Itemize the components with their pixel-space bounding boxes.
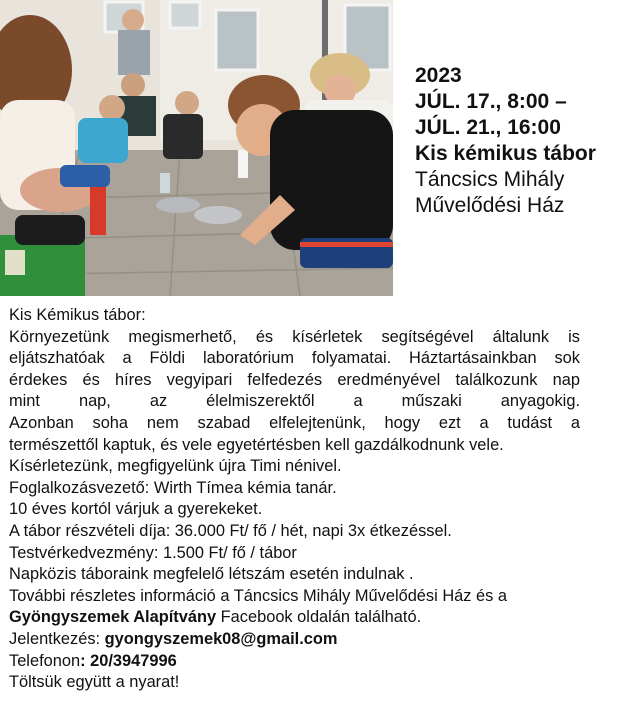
timi-line: Kísérletezünk, megfigyelünk újra Timi nénivel.: [9, 457, 342, 476]
description-title: Kis Kémikus tábor:: [9, 306, 146, 324]
signup-email: gyongyszemek08@gmail.com: [104, 629, 338, 648]
phone-line: [9, 651, 580, 673]
leader-line: Foglalkozásvezető: Wirth Tímea kémia tanár.: [9, 478, 337, 497]
signup-line: [9, 629, 580, 651]
event-date-start: JÚL. 17., 8:00 –: [415, 90, 567, 113]
phone-label: Telefonon: [9, 651, 81, 670]
event-venue-line1: Táncsics Mihály: [415, 168, 565, 191]
paragraph-line: természettől kaptuk, és vele egyetértésben kell gazdálkodnunk vele.: [9, 435, 504, 454]
more-info-line: További részletes információ a Táncsics Mihály Művelődési Ház és a: [9, 586, 508, 605]
event-summary: [415, 63, 596, 219]
event-date-end: JÚL. 21., 16:00: [415, 116, 561, 139]
quota-line: Napközis táboraink megfelelő létszám esetén indulnak .: [9, 565, 414, 584]
description: [9, 305, 580, 694]
foundation-suffix: Facebook oldalán található.: [216, 608, 422, 627]
foundation-line: [9, 607, 580, 629]
foundation-name: Gyöngyszemek Alapítvány: [9, 608, 217, 627]
paragraph-line: mint nap, az élelmiszerektől a műszaki anyagokig.: [9, 392, 580, 411]
event-venue-line2: Művelődési Ház: [415, 194, 565, 217]
paragraph-line: érdekes és híres vegyipari felfedezés eredményével találkozunk nap: [9, 370, 580, 389]
closing-line: Töltsük együtt a nyarat!: [9, 673, 180, 692]
phone-number: : 20/3947996: [80, 651, 177, 670]
paragraph-line: Környezetünk megismerhető, és kísérletek segítségével általunk is: [9, 327, 580, 346]
paragraph-line: Azonban soha nem szabad elfelejtenünk, hogy ezt a tudást a: [9, 413, 580, 432]
event-year: 2023: [415, 64, 462, 87]
signup-label: Jelentkezés:: [9, 629, 105, 648]
sibling-discount-line: Testvérkedvezmény: 1.500 Ft/ fő / tábor: [9, 543, 297, 562]
event-photo: [0, 0, 393, 296]
age-line: 10 éves kortól várjuk a gyerekeket.: [9, 500, 263, 519]
event-name: Kis kémikus tábor: [415, 142, 596, 165]
paragraph-line: eljátszhatóak a Földi laboratórium folyamatai. Háztartásainkban sok: [9, 349, 580, 368]
fee-line: A tábor részvételi díja: 36.000 Ft/ fő / hét, napi 3x étkezéssel.: [9, 521, 452, 540]
